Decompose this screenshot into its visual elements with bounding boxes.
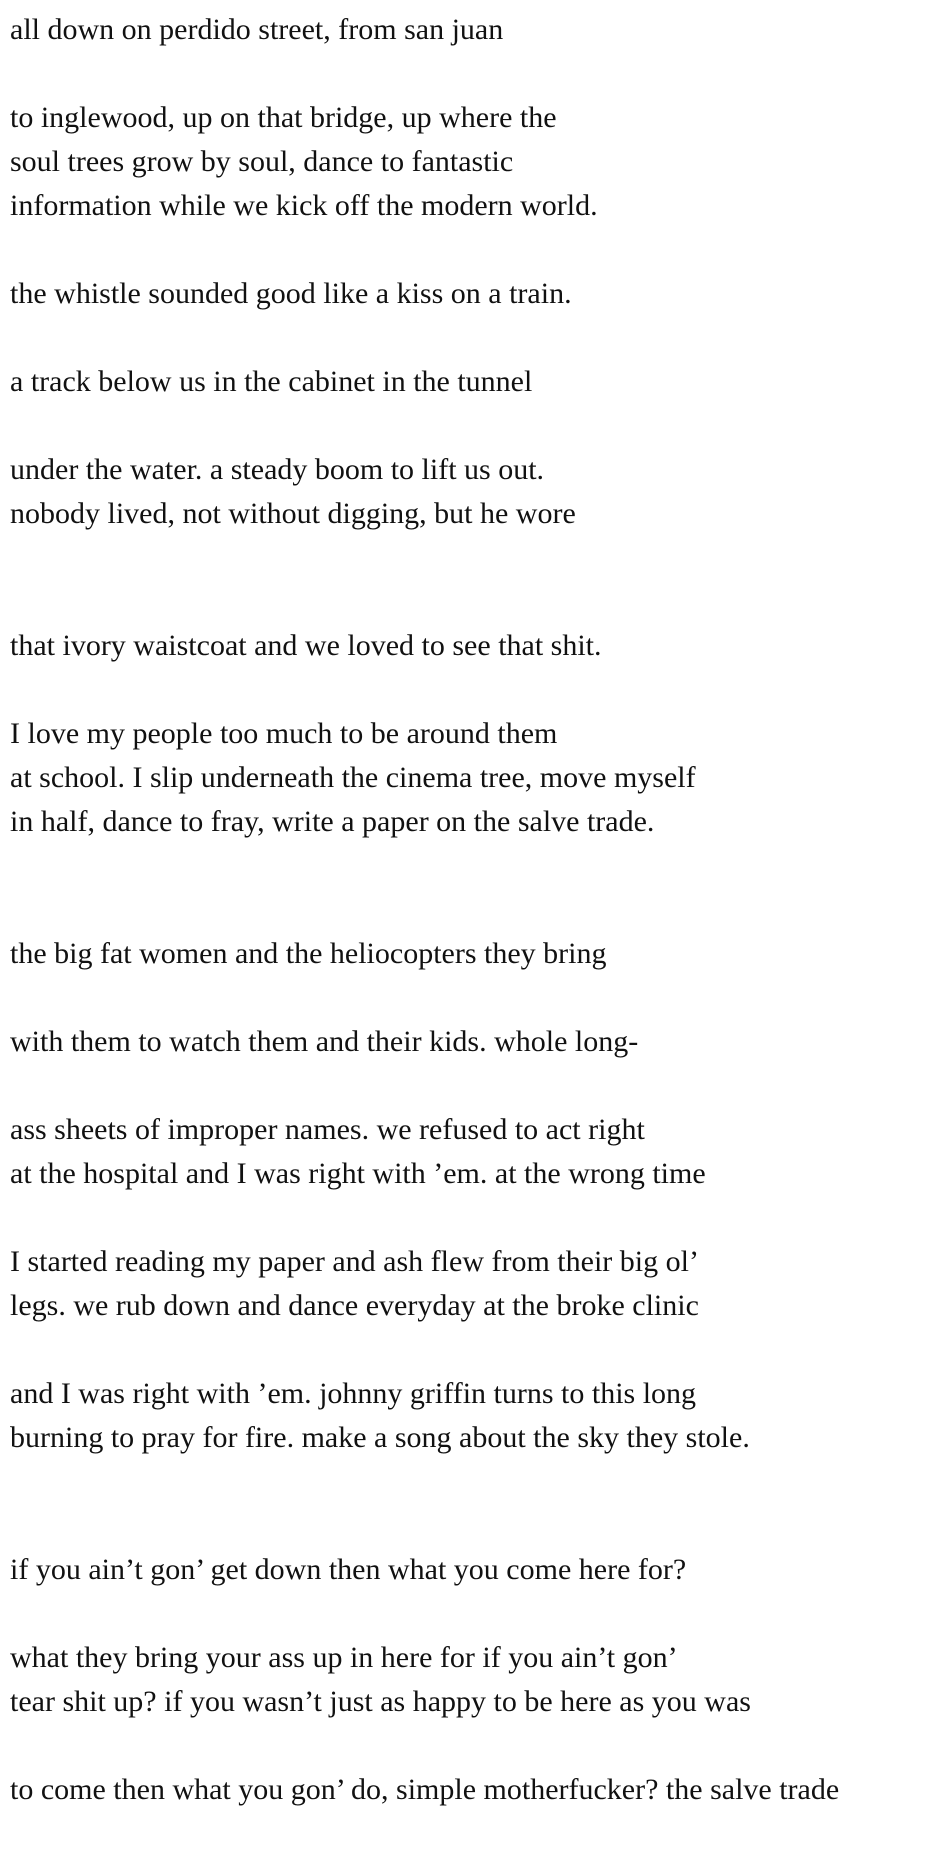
poem-line: information while we kick off the modern world. [10, 189, 598, 222]
poem-line: that ivory waistcoat and we loved to see that shit. [10, 629, 602, 662]
poem-line: a track below us in the cabinet in the tunnel [10, 365, 533, 398]
poem-line: burning to pray for fire. make a song about the sky they stole. [10, 1421, 750, 1454]
poem-line: at the hospital and I was right with ’em. at the wrong time [10, 1157, 706, 1190]
poem-line: soul trees grow by soul, dance to fantastic [10, 145, 514, 178]
poem-line: legs. we rub down and dance everyday at the broke clinic [10, 1289, 699, 1322]
poem-line: what they bring your ass up in here for if you ain’t gon’ [10, 1641, 678, 1674]
poem-line: to come then what you gon’ do, simple motherfucker? the salve trade [10, 1773, 840, 1806]
poem-line: I love my people too much to be around them [10, 717, 558, 750]
poem-line: with them to watch them and their kids. whole long- [10, 1025, 639, 1058]
poem-line: all down on perdido street, from san juan [10, 13, 504, 46]
poem-line: the whistle sounded good like a kiss on a train. [10, 277, 572, 310]
poem-line: the big fat women and the heliocopters they bring [10, 937, 607, 970]
poem-line: nobody lived, not without digging, but he wore [10, 497, 576, 530]
poem-line: tear shit up? if you wasn’t just as happy to be here as you was [10, 1685, 751, 1718]
poem-line: in half, dance to fray, write a paper on the salve trade. [10, 805, 655, 838]
poem-line: under the water. a steady boom to lift us out. [10, 453, 545, 486]
poem-line: to inglewood, up on that bridge, up where the [10, 101, 557, 134]
poem-line: I started reading my paper and ash flew from their big ol’ [10, 1245, 699, 1278]
poem-line: ass sheets of improper names. we refused to act right [10, 1113, 645, 1146]
poem-line: at school. I slip underneath the cinema tree, move myself [10, 761, 696, 794]
poem-line: and I was right with ’em. johnny griffin turns to this long [10, 1377, 697, 1410]
poem-line: if you ain’t gon’ get down then what you come here for? [10, 1553, 687, 1586]
